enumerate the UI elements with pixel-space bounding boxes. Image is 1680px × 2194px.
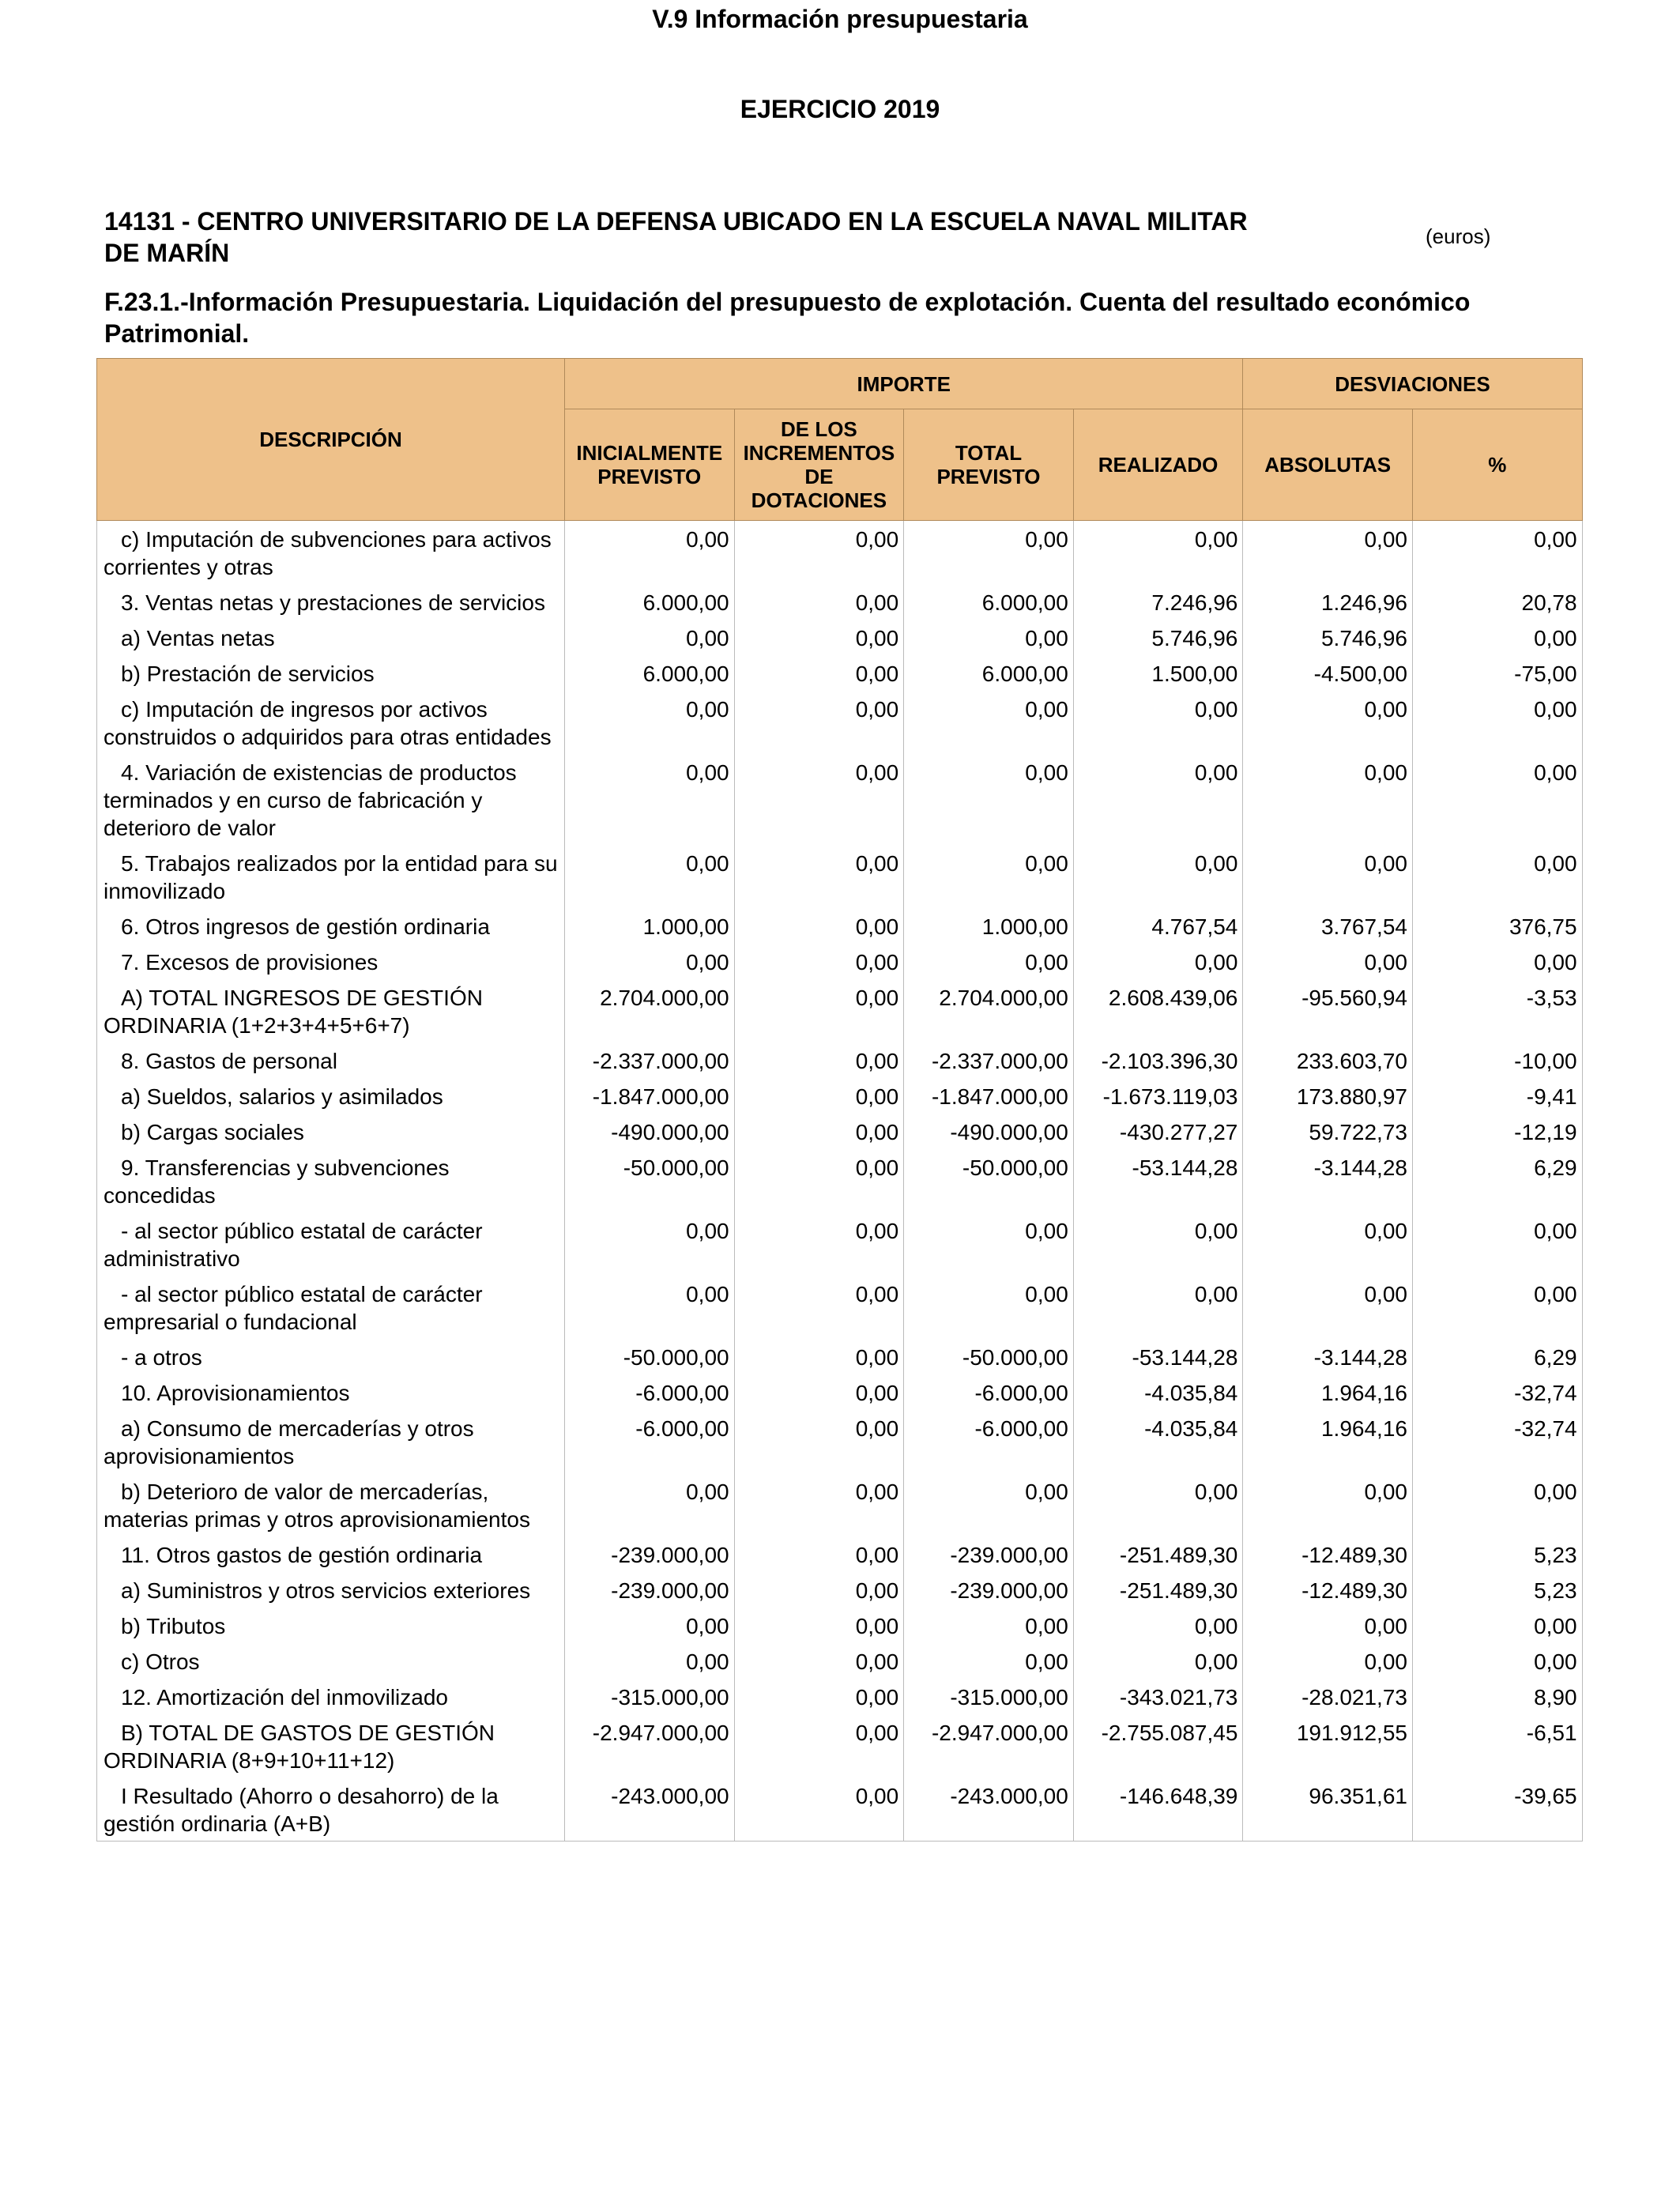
cell-inicialmente-previsto: 0,00 xyxy=(565,1212,735,1276)
table-row xyxy=(97,1410,1583,1473)
cell-total-previsto: -1.847.000,00 xyxy=(904,1078,1074,1114)
descripcion-text: 6. Otros ingresos de gestión ordinaria xyxy=(121,914,490,939)
header-realizado: REALIZADO xyxy=(1073,409,1243,521)
cell-realizado: 5.746,96 xyxy=(1073,620,1243,655)
cell-total-previsto: 0,00 xyxy=(904,1212,1074,1276)
cell-incrementos: 0,00 xyxy=(734,1078,904,1114)
cell-incrementos: 0,00 xyxy=(734,1374,904,1410)
cell-realizado: -4.035,84 xyxy=(1073,1410,1243,1473)
cell-total-previsto: -6.000,00 xyxy=(904,1374,1074,1410)
header-total-previsto: TOTAL PREVISTO xyxy=(904,409,1074,521)
descripcion-text: 8. Gastos de personal xyxy=(121,1049,337,1073)
cell-total-previsto: -239.000,00 xyxy=(904,1572,1074,1608)
cell-incrementos: 0,00 xyxy=(734,1777,904,1842)
cell-realizado: -430.277,27 xyxy=(1073,1114,1243,1149)
cell-inicialmente-previsto: 6.000,00 xyxy=(565,655,735,691)
cell-porcentaje: 8,90 xyxy=(1412,1679,1582,1714)
cell-absolutas: 173.880,97 xyxy=(1243,1078,1413,1114)
table-row xyxy=(97,1608,1583,1643)
cell-realizado: 0,00 xyxy=(1073,1643,1243,1679)
cell-inicialmente-previsto: -239.000,00 xyxy=(565,1572,735,1608)
descripcion-text: - a otros xyxy=(121,1345,202,1370)
cell-descripcion xyxy=(97,1212,565,1276)
cell-inicialmente-previsto: 0,00 xyxy=(565,620,735,655)
cell-total-previsto: 0,00 xyxy=(904,754,1074,845)
cell-descripcion xyxy=(97,1777,565,1842)
cell-porcentaje: -39,65 xyxy=(1412,1777,1582,1842)
table-row xyxy=(97,1078,1583,1114)
cell-total-previsto: -243.000,00 xyxy=(904,1777,1074,1842)
descripcion-text: c) Imputación de subvenciones para activos corrientes y otras xyxy=(104,527,552,579)
cell-absolutas: 0,00 xyxy=(1243,1608,1413,1643)
cell-descripcion xyxy=(97,754,565,845)
cell-realizado: -53.144,28 xyxy=(1073,1149,1243,1212)
cell-descripcion xyxy=(97,908,565,944)
cell-total-previsto: 0,00 xyxy=(904,1473,1074,1536)
table-row xyxy=(97,1777,1583,1842)
cell-absolutas: -95.560,94 xyxy=(1243,979,1413,1042)
cell-total-previsto: 0,00 xyxy=(904,1608,1074,1643)
cell-absolutas: 5.746,96 xyxy=(1243,620,1413,655)
table-row xyxy=(97,944,1583,979)
cell-porcentaje: 6,29 xyxy=(1412,1149,1582,1212)
descripcion-text: 3. Ventas netas y prestaciones de servicios xyxy=(121,590,545,615)
cell-inicialmente-previsto: -239.000,00 xyxy=(565,1536,735,1572)
cell-incrementos: 0,00 xyxy=(734,1149,904,1212)
cell-absolutas: -3.144,28 xyxy=(1243,1339,1413,1374)
cell-inicialmente-previsto: 0,00 xyxy=(565,845,735,908)
cell-realizado: -2.103.396,30 xyxy=(1073,1042,1243,1078)
cell-total-previsto: 0,00 xyxy=(904,521,1074,585)
cell-inicialmente-previsto: 0,00 xyxy=(565,1276,735,1339)
cell-inicialmente-previsto: 0,00 xyxy=(565,1473,735,1536)
cell-total-previsto: 1.000,00 xyxy=(904,908,1074,944)
cell-realizado: 0,00 xyxy=(1073,1473,1243,1536)
budget-table xyxy=(96,358,1583,1842)
cell-porcentaje: 6,29 xyxy=(1412,1339,1582,1374)
cell-descripcion xyxy=(97,979,565,1042)
cell-total-previsto: -6.000,00 xyxy=(904,1410,1074,1473)
cell-realizado: -251.489,30 xyxy=(1073,1572,1243,1608)
cell-descripcion xyxy=(97,1536,565,1572)
cell-total-previsto: -315.000,00 xyxy=(904,1679,1074,1714)
cell-realizado: -251.489,30 xyxy=(1073,1536,1243,1572)
cell-descripcion xyxy=(97,845,565,908)
cell-descripcion xyxy=(97,1042,565,1078)
cell-total-previsto: 6.000,00 xyxy=(904,584,1074,620)
cell-inicialmente-previsto: -315.000,00 xyxy=(565,1679,735,1714)
cell-absolutas: 0,00 xyxy=(1243,691,1413,754)
cell-porcentaje: 0,00 xyxy=(1412,1473,1582,1536)
cell-porcentaje: 0,00 xyxy=(1412,521,1582,585)
descripcion-text: 9. Transferencias y subvenciones concedidas xyxy=(104,1155,450,1208)
cell-porcentaje: 20,78 xyxy=(1412,584,1582,620)
cell-incrementos: 0,00 xyxy=(734,1042,904,1078)
cell-porcentaje: 0,00 xyxy=(1412,1608,1582,1643)
descripcion-text: - al sector público estatal de carácter empresarial o fundacional xyxy=(104,1282,483,1334)
cell-descripcion xyxy=(97,1473,565,1536)
descripcion-text: I Resultado (Ahorro o desahorro) de la gestión ordinaria (A+B) xyxy=(104,1784,499,1836)
table-row xyxy=(97,655,1583,691)
descripcion-text: B) TOTAL DE GASTOS DE GESTIÓN ORDINARIA (8+9+10+11+12) xyxy=(104,1721,495,1773)
cell-absolutas: 1.964,16 xyxy=(1243,1410,1413,1473)
cell-incrementos: 0,00 xyxy=(734,754,904,845)
cell-porcentaje: 5,23 xyxy=(1412,1572,1582,1608)
table-row xyxy=(97,1473,1583,1536)
header-absolutas: ABSOLUTAS xyxy=(1243,409,1413,521)
cell-absolutas: -28.021,73 xyxy=(1243,1679,1413,1714)
table-row xyxy=(97,1042,1583,1078)
cell-descripcion xyxy=(97,1608,565,1643)
cell-total-previsto: -2.337.000,00 xyxy=(904,1042,1074,1078)
descripcion-text: c) Otros xyxy=(121,1649,200,1674)
cell-porcentaje: 0,00 xyxy=(1412,754,1582,845)
descripcion-text: 10. Aprovisionamientos xyxy=(121,1381,350,1405)
cell-porcentaje: -75,00 xyxy=(1412,655,1582,691)
descripcion-text: b) Deterioro de valor de mercaderías, materias primas y otros aprovisionamientos xyxy=(104,1480,530,1532)
cell-inicialmente-previsto: 0,00 xyxy=(565,1643,735,1679)
cell-descripcion xyxy=(97,944,565,979)
cell-absolutas: 0,00 xyxy=(1243,1276,1413,1339)
cell-inicialmente-previsto: -50.000,00 xyxy=(565,1339,735,1374)
cell-porcentaje: -10,00 xyxy=(1412,1042,1582,1078)
table-row xyxy=(97,584,1583,620)
cell-incrementos: 0,00 xyxy=(734,845,904,908)
cell-absolutas: 0,00 xyxy=(1243,754,1413,845)
cell-realizado: -1.673.119,03 xyxy=(1073,1078,1243,1114)
table-row xyxy=(97,1643,1583,1679)
cell-incrementos: 0,00 xyxy=(734,521,904,585)
cell-descripcion xyxy=(97,691,565,754)
cell-inicialmente-previsto: -243.000,00 xyxy=(565,1777,735,1842)
cell-inicialmente-previsto: -50.000,00 xyxy=(565,1149,735,1212)
cell-total-previsto: -2.947.000,00 xyxy=(904,1714,1074,1777)
cell-descripcion xyxy=(97,1714,565,1777)
cell-descripcion xyxy=(97,655,565,691)
cell-descripcion xyxy=(97,1078,565,1114)
cell-total-previsto: -490.000,00 xyxy=(904,1114,1074,1149)
cell-inicialmente-previsto: 0,00 xyxy=(565,1608,735,1643)
descripcion-text: a) Ventas netas xyxy=(121,626,275,650)
descripcion-text: a) Sueldos, salarios y asimilados xyxy=(121,1084,443,1109)
cell-descripcion xyxy=(97,1149,565,1212)
cell-total-previsto: 6.000,00 xyxy=(904,655,1074,691)
cell-incrementos: 0,00 xyxy=(734,691,904,754)
descripcion-text: 4. Variación de existencias de productos terminados y en curso de fabricación y deterioro de valor xyxy=(104,760,517,840)
cell-realizado: -4.035,84 xyxy=(1073,1374,1243,1410)
header-porcentaje: % xyxy=(1412,409,1582,521)
cell-realizado: 4.767,54 xyxy=(1073,908,1243,944)
cell-absolutas: 1.964,16 xyxy=(1243,1374,1413,1410)
cell-absolutas: -12.489,30 xyxy=(1243,1572,1413,1608)
units-label: (euros) xyxy=(1426,224,1491,248)
descripcion-text: 12. Amortización del inmovilizado xyxy=(121,1685,448,1710)
cell-porcentaje: -6,51 xyxy=(1412,1714,1582,1777)
cell-absolutas: 0,00 xyxy=(1243,1473,1413,1536)
cell-descripcion xyxy=(97,1339,565,1374)
cell-absolutas: 0,00 xyxy=(1243,944,1413,979)
cell-realizado: 0,00 xyxy=(1073,1276,1243,1339)
cell-absolutas: 233.603,70 xyxy=(1243,1042,1413,1078)
cell-total-previsto: -239.000,00 xyxy=(904,1536,1074,1572)
cell-incrementos: 0,00 xyxy=(734,979,904,1042)
descripcion-text: - al sector público estatal de carácter administrativo xyxy=(104,1219,483,1271)
cell-incrementos: 0,00 xyxy=(734,1339,904,1374)
cell-porcentaje: 376,75 xyxy=(1412,908,1582,944)
cell-descripcion xyxy=(97,521,565,585)
cell-absolutas: 59.722,73 xyxy=(1243,1114,1413,1149)
cell-inicialmente-previsto: 0,00 xyxy=(565,691,735,754)
cell-absolutas: 3.767,54 xyxy=(1243,908,1413,944)
cell-inicialmente-previsto: 1.000,00 xyxy=(565,908,735,944)
cell-porcentaje: -32,74 xyxy=(1412,1374,1582,1410)
cell-incrementos: 0,00 xyxy=(734,584,904,620)
cell-total-previsto: 0,00 xyxy=(904,620,1074,655)
cell-inicialmente-previsto: 6.000,00 xyxy=(565,584,735,620)
cell-inicialmente-previsto: 0,00 xyxy=(565,944,735,979)
cell-inicialmente-previsto: -490.000,00 xyxy=(565,1114,735,1149)
cell-absolutas: 1.246,96 xyxy=(1243,584,1413,620)
cell-incrementos: 0,00 xyxy=(734,1643,904,1679)
cell-porcentaje: 0,00 xyxy=(1412,1643,1582,1679)
header-inicialmente-previsto: INICIALMENTE PREVISTO xyxy=(565,409,735,521)
cell-realizado: 0,00 xyxy=(1073,845,1243,908)
cell-incrementos: 0,00 xyxy=(734,1679,904,1714)
table-body xyxy=(97,521,1583,1842)
page-title: V.9 Información presupuestaria xyxy=(652,5,1028,33)
table-row xyxy=(97,1114,1583,1149)
cell-inicialmente-previsto: -2.337.000,00 xyxy=(565,1042,735,1078)
cell-porcentaje: 0,00 xyxy=(1412,1276,1582,1339)
cell-incrementos: 0,00 xyxy=(734,1536,904,1572)
cell-absolutas: -4.500,00 xyxy=(1243,655,1413,691)
cell-incrementos: 0,00 xyxy=(734,1572,904,1608)
cell-realizado: 7.246,96 xyxy=(1073,584,1243,620)
cell-absolutas: 96.351,61 xyxy=(1243,1777,1413,1842)
cell-porcentaje: -12,19 xyxy=(1412,1114,1582,1149)
cell-total-previsto: 0,00 xyxy=(904,1276,1074,1339)
cell-incrementos: 0,00 xyxy=(734,908,904,944)
descripcion-text: A) TOTAL INGRESOS DE GESTIÓN ORDINARIA (1+2+3+4+5+6+7) xyxy=(104,986,483,1038)
cell-absolutas: 0,00 xyxy=(1243,1643,1413,1679)
form-title: F.23.1.-Información Presupuestaria. Liquidación del presupuesto de explotación. Cuenta del resultado económico Patrimonial. xyxy=(104,288,1471,348)
table-row xyxy=(97,620,1583,655)
organization-heading: 14131 - CENTRO UNIVERSITARIO DE LA DEFENSA UBICADO EN LA ESCUELA NAVAL MILITAR DE MARÍN xyxy=(104,207,1248,267)
cell-realizado: -2.755.087,45 xyxy=(1073,1714,1243,1777)
cell-incrementos: 0,00 xyxy=(734,1276,904,1339)
cell-realizado: 0,00 xyxy=(1073,1212,1243,1276)
cell-total-previsto: 0,00 xyxy=(904,1643,1074,1679)
cell-incrementos: 0,00 xyxy=(734,1410,904,1473)
cell-absolutas: -12.489,30 xyxy=(1243,1536,1413,1572)
cell-total-previsto: 0,00 xyxy=(904,691,1074,754)
table-row xyxy=(97,1679,1583,1714)
cell-incrementos: 0,00 xyxy=(734,1212,904,1276)
cell-incrementos: 0,00 xyxy=(734,620,904,655)
cell-descripcion xyxy=(97,1374,565,1410)
cell-realizado: 1.500,00 xyxy=(1073,655,1243,691)
cell-porcentaje: -32,74 xyxy=(1412,1410,1582,1473)
table-row xyxy=(97,908,1583,944)
cell-incrementos: 0,00 xyxy=(734,1114,904,1149)
cell-porcentaje: 0,00 xyxy=(1412,845,1582,908)
header-incrementos: DE LOS INCREMENTOS DE DOTACIONES xyxy=(734,409,904,521)
cell-porcentaje: 0,00 xyxy=(1412,944,1582,979)
cell-absolutas: 191.912,55 xyxy=(1243,1714,1413,1777)
header-desviaciones: DESVIACIONES xyxy=(1243,359,1582,409)
descripcion-text: b) Cargas sociales xyxy=(121,1120,304,1144)
table-row xyxy=(97,1374,1583,1410)
cell-inicialmente-previsto: -1.847.000,00 xyxy=(565,1078,735,1114)
cell-incrementos: 0,00 xyxy=(734,1473,904,1536)
cell-inicialmente-previsto: 2.704.000,00 xyxy=(565,979,735,1042)
descripcion-text: b) Tributos xyxy=(121,1614,226,1638)
table-row xyxy=(97,979,1583,1042)
table-row xyxy=(97,1149,1583,1212)
cell-descripcion xyxy=(97,1276,565,1339)
cell-porcentaje: -3,53 xyxy=(1412,979,1582,1042)
exercise-title: EJERCICIO 2019 xyxy=(740,95,940,123)
cell-incrementos: 0,00 xyxy=(734,1608,904,1643)
table-row xyxy=(97,1572,1583,1608)
cell-descripcion xyxy=(97,1679,565,1714)
cell-realizado: 0,00 xyxy=(1073,691,1243,754)
cell-absolutas: 0,00 xyxy=(1243,1212,1413,1276)
table-row xyxy=(97,1714,1583,1777)
cell-realizado: -343.021,73 xyxy=(1073,1679,1243,1714)
cell-porcentaje: 0,00 xyxy=(1412,691,1582,754)
cell-inicialmente-previsto: 0,00 xyxy=(565,754,735,845)
cell-realizado: 0,00 xyxy=(1073,1608,1243,1643)
table-row xyxy=(97,845,1583,908)
cell-incrementos: 0,00 xyxy=(734,1714,904,1777)
descripcion-text: 7. Excesos de provisiones xyxy=(121,950,379,974)
cell-descripcion xyxy=(97,1114,565,1149)
header-descripcion: DESCRIPCIÓN xyxy=(97,359,565,521)
cell-porcentaje: -9,41 xyxy=(1412,1078,1582,1114)
cell-inicialmente-previsto: 0,00 xyxy=(565,521,735,585)
cell-porcentaje: 0,00 xyxy=(1412,1212,1582,1276)
cell-realizado: -146.648,39 xyxy=(1073,1777,1243,1842)
descripcion-text: 11. Otros gastos de gestión ordinaria xyxy=(121,1543,483,1567)
cell-descripcion xyxy=(97,1572,565,1608)
cell-total-previsto: -50.000,00 xyxy=(904,1149,1074,1212)
cell-porcentaje: 5,23 xyxy=(1412,1536,1582,1572)
cell-absolutas: -3.144,28 xyxy=(1243,1149,1413,1212)
cell-realizado: 0,00 xyxy=(1073,754,1243,845)
table-row xyxy=(97,521,1583,585)
table-row xyxy=(97,1536,1583,1572)
descripcion-text: a) Suministros y otros servicios exteriores xyxy=(121,1578,531,1603)
table-row xyxy=(97,691,1583,754)
cell-realizado: 0,00 xyxy=(1073,521,1243,585)
cell-total-previsto: -50.000,00 xyxy=(904,1339,1074,1374)
cell-incrementos: 0,00 xyxy=(734,944,904,979)
cell-realizado: -53.144,28 xyxy=(1073,1339,1243,1374)
cell-descripcion xyxy=(97,1410,565,1473)
cell-total-previsto: 0,00 xyxy=(904,944,1074,979)
descripcion-text: a) Consumo de mercaderías y otros aprovisionamientos xyxy=(104,1416,474,1468)
cell-porcentaje: 0,00 xyxy=(1412,620,1582,655)
table-row xyxy=(97,1212,1583,1276)
cell-descripcion xyxy=(97,620,565,655)
cell-realizado: 2.608.439,06 xyxy=(1073,979,1243,1042)
table-row xyxy=(97,754,1583,845)
descripcion-text: c) Imputación de ingresos por activos construidos o adquiridos para otras entidades xyxy=(104,697,552,749)
table-row xyxy=(97,1276,1583,1339)
cell-inicialmente-previsto: -6.000,00 xyxy=(565,1374,735,1410)
cell-total-previsto: 2.704.000,00 xyxy=(904,979,1074,1042)
cell-absolutas: 0,00 xyxy=(1243,521,1413,585)
cell-incrementos: 0,00 xyxy=(734,655,904,691)
descripcion-text: 5. Trabajos realizados por la entidad para su inmovilizado xyxy=(104,851,558,903)
cell-absolutas: 0,00 xyxy=(1243,845,1413,908)
cell-realizado: 0,00 xyxy=(1073,944,1243,979)
cell-descripcion xyxy=(97,1643,565,1679)
cell-inicialmente-previsto: -6.000,00 xyxy=(565,1410,735,1473)
table-row xyxy=(97,1339,1583,1374)
cell-inicialmente-previsto: -2.947.000,00 xyxy=(565,1714,735,1777)
cell-descripcion xyxy=(97,584,565,620)
cell-total-previsto: 0,00 xyxy=(904,845,1074,908)
descripcion-text: b) Prestación de servicios xyxy=(121,662,375,686)
header-importe: IMPORTE xyxy=(565,359,1243,409)
